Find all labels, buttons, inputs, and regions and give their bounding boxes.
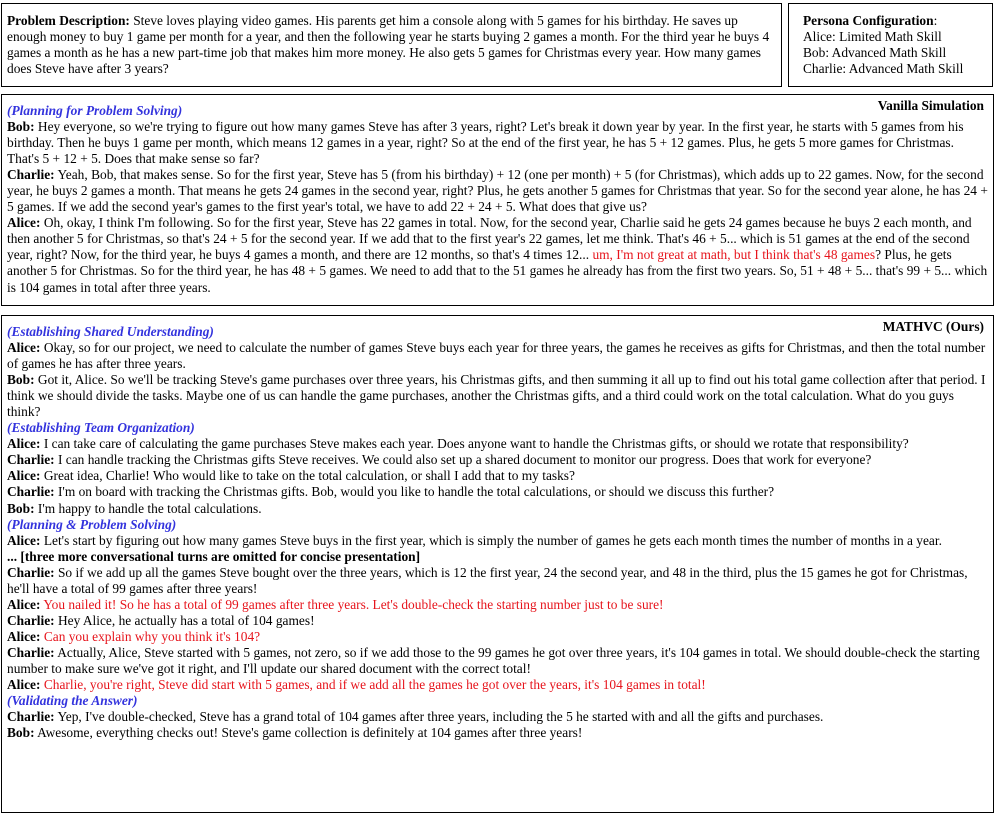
turn-text: Actually, Alice, Steve started with 5 games, not zero, so if we add those to the 99 games he got over three years, it's 104 games in total. We should double-check the starting number to make sure we've got it right, and I'll update our shared document with the correct total! (7, 644, 980, 676)
stage-label: (Validating the Answer) (7, 693, 138, 709)
turn-text: ? Plus, he gets another 5 for Christmas. So for the third year, he has 48 + 5 games. We need to add that to the 51 games he already has from the first two years. So, 51 + 48 + 5... that's 99 + 5... which is 104 games in total after three years. (7, 247, 988, 295)
turn-text: Hey everyone, so we're trying to figure out how many games Steve has after 3 years, right? Let's break it down year by year. In the first year, he starts with 5 games from his birthday. Then he buys 1 game per month, which means 12 games in a year, right? So at the end of the first year, he has 5 + 12 games. Plus, he gets 5 more games for Christmas. That's 5 + 12 + 5. Does that make sense so far? (7, 119, 964, 167)
turn-text: I'm happy to handle the total calculations. (34, 500, 262, 516)
vanilla-section-title: Vanilla Simulation (877, 98, 984, 113)
persona-bob: Bob: Advanced Math Skill (803, 45, 947, 61)
speaker-name: Charlie: (7, 564, 55, 580)
turn-text: Let's start by figuring out how many games Steve buys in the first year, which is simply the number of games he gets each month times the number of months in a year. (40, 532, 942, 548)
turn-text: Okay, so for our project, we need to calculate the number of games Steve buys each year for three years, the games he receives as gifts for Christmas, and then the total number of games he has after three years. (7, 340, 986, 372)
problem-text: Steve loves playing video games. His parents get him a console along with 5 games for his birthday. He saves up enough money to buy 1 game per month for a year, and then the following year he starts buying 2 games a month. For the third year he buys 4 games a month as he has a new part-time job that makes him more money. He also gets 5 games for Christmas every year. How many games does Steve have after 3 years? (7, 13, 770, 77)
dialogue-turn (7, 484, 988, 500)
speaker-name: Alice: (7, 468, 41, 484)
speaker-name: Alice: (7, 215, 41, 231)
stage-label: (Establishing Team Organization) (7, 420, 195, 436)
turn-text: Hey Alice, he actually has a total of 104 games! (54, 612, 315, 628)
speaker-name: Charlie: (7, 452, 55, 468)
persona-colon: : (933, 13, 938, 28)
persona-alice: Alice: Limited Math Skill (803, 29, 942, 45)
stage-label: (Establishing Shared Understanding) (7, 324, 214, 339)
turn-text: You nailed it! So he has a total of 99 games after three years. Let's double-check the starting number just to be sure! (40, 596, 664, 612)
speaker-name: Alice: (7, 532, 41, 548)
speaker-name: Bob: (7, 372, 35, 388)
speaker-name: Bob: (7, 119, 35, 135)
stage-label: (Planning for Problem Solving) (7, 103, 183, 118)
speaker-name: Alice: (7, 596, 41, 612)
error-highlight: um, I'm not great at math, but I think that's 48 games (592, 247, 876, 263)
dialogue-turn (7, 340, 988, 372)
problem-description-box (1, 3, 782, 87)
speaker-name: Bob: (7, 500, 35, 516)
speaker-name: Charlie: (7, 484, 55, 500)
dialogue-turn (7, 452, 988, 468)
speaker-name: Charlie: (7, 167, 55, 183)
dialogue-turn (7, 677, 988, 693)
persona-heading (803, 13, 987, 29)
turn-text: Oh, okay, I think I'm following. So for the first year, Steve has 22 games in total. Now, for the second year, Charlie said he gets 24 games because he buys 2 each month, and then another 5 for Christmas, so that's 24 + 5 for the second year. If we add that to the first year's 22 games, let me think. That's 46 + 5... which is 51 games at the end of the second year, right? Now, for the third year, he buys 4 games a month, and there are 12 months, so that's 4 times 12... (7, 215, 972, 263)
turn-text: Awesome, everything checks out! Steve's game collection is definitely at 104 games after three years! (34, 725, 583, 741)
dialogue-turn (7, 565, 988, 597)
dialogue-turn (7, 533, 988, 549)
turn-text: Yeah, Bob, that makes sense. So for the first year, Steve has 5 (from his birthday) + 12 (one per month) + 5 (for Christmas), which adds up to 22 games. Now, for the second year, he buys 2 games a month. That means he gets 24 games in the second year, right? Plus, he gets another 5 games for Christmas that year. So for the second year alone, he has 24 + 5 games. If we add the second year's games to the first year's total, we have to add 22 + 24 + 5. What does that give us? (7, 167, 988, 215)
dialogue-turn (7, 613, 988, 629)
mathvc-simulation-box (1, 315, 994, 813)
turn-text: I can take care of calculating the game purchases Steve makes each year. Does anyone want to handle the Christmas gifts, or should we rotate that responsibility? (40, 436, 909, 452)
speaker-name: Alice: (7, 677, 41, 693)
speaker-name: Charlie: (7, 709, 55, 725)
turn-text: Charlie, you're right, Steve did start with 5 games, and if we add all the games he got over the years, it's 104 games in total! (40, 677, 706, 693)
problem-label: Problem Description: (7, 13, 130, 28)
persona-configuration-box (788, 3, 993, 87)
dialogue-turn (7, 119, 988, 167)
speaker-name: Charlie: (7, 612, 55, 628)
dialogue-turn (7, 468, 988, 484)
speaker-name: Alice: (7, 436, 41, 452)
dialogue-turn (7, 167, 988, 215)
turn-text: Can you explain why you think it's 104? (40, 628, 261, 644)
dialogue-turn (7, 501, 988, 517)
dialogue-turn (7, 436, 988, 452)
persona-charlie: Charlie: Advanced Math Skill (803, 61, 964, 77)
dialogue-turn (7, 629, 988, 645)
turn-text: Great idea, Charlie! Who would like to take on the total calculation, or shall I add that to my tasks? (40, 468, 575, 484)
speaker-name: Charlie: (7, 644, 55, 660)
turn-text: I can handle tracking the Christmas gifts Steve receives. We could also set up a shared document to monitor our progress. Does that work for everyone? (54, 452, 872, 468)
stage-label: (Planning & Problem Solving) (7, 516, 177, 532)
problem-description (7, 13, 776, 77)
dialogue-turn (7, 372, 988, 420)
dialogue-turn (7, 645, 988, 677)
turn-text: So if we add up all the games Steve bought over the three years, which is 12 the first year, 24 the second year, and 48 in the third, plus the 15 games he got for Christmas, he'll have a total of 99 games after three years! (7, 564, 968, 596)
omitted-turns-note: ... [three more conversational turns are omitted for concise presentation] (7, 548, 421, 564)
dialogue-turn (7, 215, 988, 295)
vanilla-simulation-box (1, 94, 994, 306)
speaker-name: Bob: (7, 725, 35, 741)
mathvc-section-title: MATHVC (Ours) (882, 319, 984, 334)
turn-text: Got it, Alice. So we'll be tracking Steve's game purchases over three years, his Christmas gifts, and then summing it all up to find out his total game collection after that period. I think we should divide the tasks. Maybe one of us can handle the game purchases, another the Christmas gifts, and a third could work on the total calculation. What do you guys think? (7, 372, 986, 420)
speaker-name: Alice: (7, 628, 41, 644)
speaker-name: Alice: (7, 340, 41, 356)
dialogue-turn (7, 709, 988, 725)
dialogue-turn (7, 725, 988, 741)
persona-label: Persona Configuration (803, 13, 934, 28)
turn-text: Yep, I've double-checked, Steve has a grand total of 104 games after three years, including the 5 he started with and all the gifts and purchases. (54, 709, 824, 725)
dialogue-turn (7, 597, 988, 613)
turn-text: I'm on board with tracking the Christmas gifts. Bob, would you like to handle the total calculations, or should we discuss this further? (54, 484, 775, 500)
